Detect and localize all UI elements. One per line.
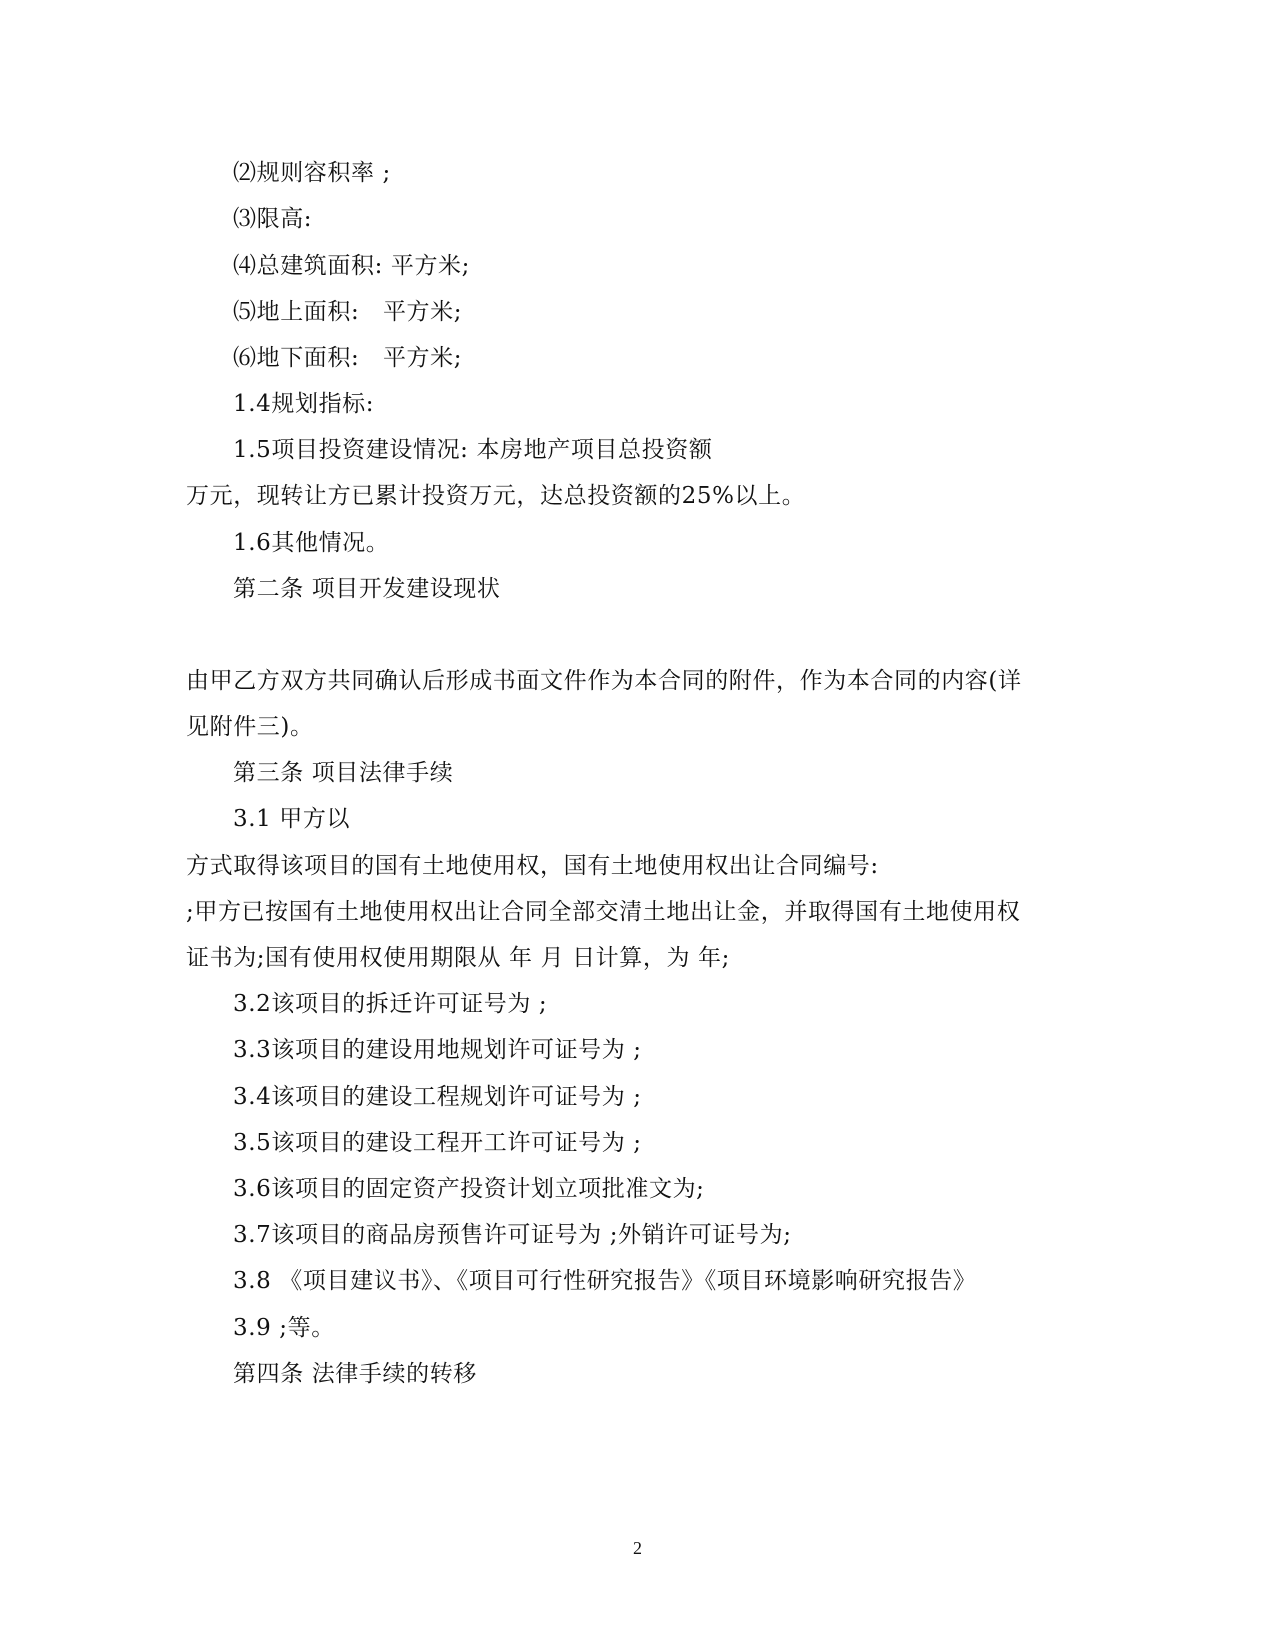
item-above-ground-area: ⑸地上面积: 平方米; — [233, 299, 463, 325]
clause-3-9: 3.9 ;等。 — [233, 1315, 335, 1341]
item-investment-status-cont: 万元，现转让方已累计投资万元，达总投资额的25%以上。 — [186, 483, 806, 509]
clause-3-7: 3.7该项目的商品房预售许可证号为 ;外销许可证号为; — [233, 1222, 792, 1248]
item-planning-indicators: 1.4规划指标: — [233, 391, 375, 417]
item-investment-status: 1.5项目投资建设情况: 本房地产项目总投资额 — [233, 437, 713, 463]
page-number: 2 — [633, 1538, 642, 1558]
clause-3-1-cont: 方式取得该项目的国有土地使用权，国有土地使用权出让合同编号: — [186, 853, 879, 879]
clause-3-1: 3.1 甲方以 — [233, 806, 351, 832]
item-underground-area: ⑹地下面积: 平方米; — [233, 345, 463, 371]
article-two-paragraph-cont: 见附件三)。 — [186, 714, 314, 740]
clause-3-1-cont-3: 证书为;国有使用权使用期限从 年 月 日计算，为 年; — [186, 945, 730, 971]
clause-3-1-cont-2: ;甲方已按国有土地使用权出让合同全部交清土地出让金，并取得国有土地使用权 — [186, 899, 1021, 925]
clause-3-8: 3.8 《项目建议书》、《项目可行性研究报告》《项目环境影响研究报告》 — [233, 1268, 977, 1294]
clause-3-3: 3.3该项目的建设用地规划许可证号为 ; — [233, 1037, 642, 1063]
clause-3-6: 3.6该项目的固定资产投资计划立项批准文为; — [233, 1176, 705, 1202]
item-plot-ratio: ⑵规则容积率 ; — [233, 160, 391, 186]
item-total-floor-area: ⑷总建筑面积: 平方米; — [233, 253, 471, 279]
clause-3-5: 3.5该项目的建设工程开工许可证号为 ; — [233, 1130, 642, 1156]
article-two-paragraph: 由甲乙方双方共同确认后形成书面文件作为本合同的附件，作为本合同的内容(详 — [186, 668, 1022, 694]
item-other-info: 1.6其他情况。 — [233, 530, 390, 556]
article-two-heading: 第二条 项目开发建设现状 — [233, 576, 501, 602]
clause-3-4: 3.4该项目的建设工程规划许可证号为 ; — [233, 1084, 642, 1110]
item-height-limit: ⑶限高: — [233, 206, 313, 232]
article-three-heading: 第三条 项目法律手续 — [233, 760, 454, 786]
article-four-heading: 第四条 法律手续的转移 — [233, 1361, 477, 1387]
clause-3-2: 3.2该项目的拆迁许可证号为 ; — [233, 991, 548, 1017]
